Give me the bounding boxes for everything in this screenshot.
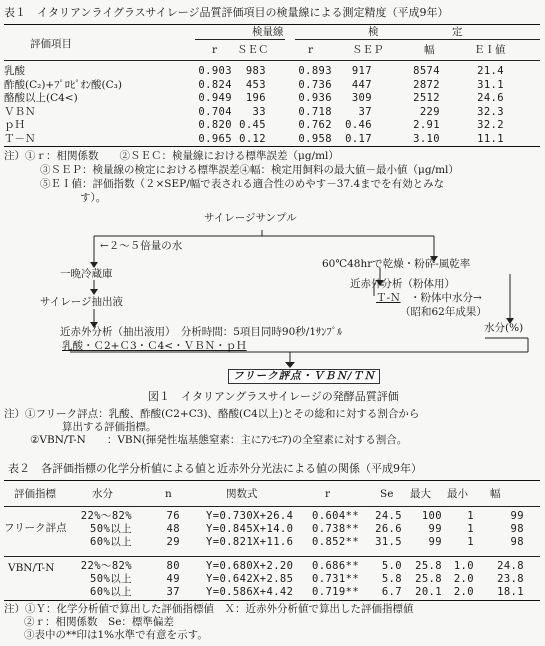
table2-note-2: ②ｒ：相関係数 Se：標準偏差 bbox=[24, 616, 174, 628]
table1-cell-width: 229 bbox=[419, 105, 440, 118]
table2-cell-fn: Y=0.680X+2.20 bbox=[206, 560, 294, 572]
table2-cell-r: 0.738** bbox=[312, 523, 360, 535]
table2-cell-n: 37 bbox=[166, 586, 180, 598]
table1-cell-item: 酢酸(C₂)+ﾌﾟﾛﾋﾟｵﾝ酸(C₃) bbox=[4, 78, 122, 91]
table2-cell-se: 5.8 bbox=[381, 573, 402, 585]
table1-header-sep: ＳＥＰ bbox=[352, 44, 384, 56]
table2-cell-max: 99 bbox=[428, 536, 442, 548]
table2-cell-max: 20.1 bbox=[415, 586, 442, 598]
table1-note-4: す）。 bbox=[80, 192, 107, 204]
table2-header-moisture: 水分 bbox=[92, 488, 113, 500]
figure1-moisture: 水分(%) bbox=[484, 322, 524, 334]
table1-header-width: 幅 bbox=[424, 44, 435, 56]
table2-header-index: 評価指標 bbox=[14, 488, 56, 500]
table1-cell-ei: 31.1 bbox=[477, 78, 504, 91]
table1-header-validation-left: 検 bbox=[368, 26, 379, 38]
table2-cell-width: 98 bbox=[510, 536, 524, 548]
table1-cell-r: 0.820 bbox=[198, 119, 232, 131]
table2-cell-min: 1 bbox=[467, 536, 474, 548]
table1-cell-width: 2872 bbox=[413, 78, 440, 91]
figure1-analytes: 乳酸・Ｃ2+Ｃ3・Ｃ4<・ＶＢＮ・ｐＨ bbox=[62, 340, 247, 352]
table2-cell-fn: Y=0.642X+2.85 bbox=[206, 573, 294, 585]
table1-cell-item: 酪酸以上(C4<) bbox=[4, 92, 78, 104]
table2-cell-se: 5.0 bbox=[381, 560, 402, 572]
table1-cell-sec: 0.45 bbox=[239, 119, 266, 131]
figure1-water: ←２～５倍量の水 bbox=[100, 240, 183, 252]
table1-note-3: ⑤ＥＩ値：評価指数（２×SEP/幅で表される適合性のめやす－37.4までを有効とみな bbox=[40, 178, 445, 190]
table2-group-1-index: フリーク評点 bbox=[4, 522, 67, 534]
table2-cell-width: 98 bbox=[510, 523, 524, 535]
table2-cell-fn: Y=0.821X+11.6 bbox=[206, 536, 294, 548]
table2-cell-fn: Y=0.586X+4.42 bbox=[206, 586, 294, 598]
table2-cell-n: 80 bbox=[166, 560, 180, 572]
table1-cell-sep: 309 bbox=[351, 92, 372, 104]
table2-cell-max: 25.8 bbox=[415, 573, 442, 585]
table1-cell-r: 0.949 bbox=[198, 92, 232, 104]
table2-cell-moisture: 60%以上 bbox=[90, 536, 132, 548]
table2-top-rule bbox=[4, 480, 540, 481]
table2-cell-fn: Y=0.730X+26.4 bbox=[206, 510, 294, 522]
table1-header-calibration: 検量線 bbox=[252, 26, 284, 38]
table2-cell-n: 49 bbox=[166, 573, 180, 585]
figure1-note-1: 注）①フリーク評点：乳酸、酢酸(C2+C3)、酪酸(C4以上)とその総和に対する割合から bbox=[4, 408, 420, 420]
table2-cell-r: 0.719** bbox=[312, 586, 360, 598]
table2-cell-n: 29 bbox=[166, 536, 180, 548]
table1-cell-r2: 0.718 bbox=[298, 105, 332, 118]
table2-cell-moisture: 22%～82% bbox=[80, 560, 132, 572]
table2-note-1: 注）①Ｙ：化学分析値で算出した評価指標値 Ｘ：近赤外分析値で算出した評価指標値 bbox=[4, 603, 414, 615]
figure1-nir-extract: 近赤外分析（抽出液用） 分析時間：5項目同時90秒/1ｻﾝﾌﾟﾙ bbox=[60, 326, 343, 338]
table2-caption: 表２ 各評価指標の化学分析値による値と近赤外分光法による値の関係（平成9年） bbox=[8, 462, 422, 475]
table1-cell-sep: 447 bbox=[351, 78, 372, 91]
table2-bottom-rule bbox=[4, 600, 540, 601]
figure1-drying: 60℃48hrで乾燥・粉砕-風乾率 bbox=[322, 258, 471, 270]
table2-header-width: 幅 bbox=[490, 488, 501, 500]
table2-cell-se: 6.7 bbox=[381, 586, 402, 598]
table2-cell-max: 99 bbox=[428, 523, 442, 535]
table1-header-r1: r bbox=[212, 44, 218, 56]
table2-cell-se: 31.5 bbox=[375, 536, 402, 548]
table1-header-sec: ＳＥＣ bbox=[237, 44, 269, 56]
table2-cell-r: 0.731** bbox=[312, 573, 360, 585]
table1-cell-sep: 917 bbox=[351, 65, 372, 77]
table2-cell-min: 1.0 bbox=[453, 560, 474, 572]
table2-cell-min: 2.0 bbox=[453, 573, 474, 585]
table2-cell-min: 1 bbox=[467, 523, 474, 535]
table1-cell-sep: 0.46 bbox=[345, 119, 372, 131]
figure1-powder-water: ・粉体中水分→ bbox=[410, 292, 482, 304]
table2-cell-r: 0.686** bbox=[312, 560, 360, 572]
table1-cell-sec: 0.12 bbox=[239, 132, 266, 145]
table2-cell-moisture: 60%以上 bbox=[90, 586, 132, 598]
table1-cell-r2: 0.893 bbox=[298, 65, 332, 77]
figure1-year: （昭和62年成果） bbox=[400, 306, 487, 318]
table1-cell-r: 0.903 bbox=[198, 65, 232, 77]
table1-cell-r: 0.824 bbox=[198, 78, 232, 91]
table1-cell-width: 8574 bbox=[413, 65, 440, 77]
table1-cell-sec: 453 bbox=[245, 78, 266, 91]
table1-cell-item: ｐＨ bbox=[4, 119, 25, 131]
table1-header-item: 評価項目 bbox=[30, 38, 72, 50]
figure1-note-3: ②VBN/T-N ：VBN(揮発性塩基態窒素：主にｱﾝﾓﾆｱ)の全窒素に対する割合。 bbox=[30, 434, 408, 446]
table2-cell-min: 2.0 bbox=[453, 586, 474, 598]
table1-cell-ei: 32.2 bbox=[477, 119, 504, 131]
table1-caption: 表１ イタリアンライグラスサイレージ品質評価項目の検量線による測定精度（平成9年） bbox=[4, 6, 449, 19]
table2-cell-moisture: 50%以上 bbox=[90, 523, 132, 535]
table2-cell-se: 24.5 bbox=[375, 510, 402, 522]
table2-header-rule bbox=[4, 506, 540, 507]
table2-header-fn: 関数式 bbox=[226, 488, 258, 500]
table2-cell-width: 24.8 bbox=[497, 560, 524, 572]
table1-cell-sec: 196 bbox=[245, 92, 266, 104]
table1-cell-sep: 0.17 bbox=[345, 132, 372, 145]
table2-cell-width: 18.1 bbox=[497, 586, 524, 598]
table2-cell-moisture: 50%以上 bbox=[90, 573, 132, 585]
figure1-freak-box: フリーク評点・ＶＢＮ/ＴＮ bbox=[228, 369, 380, 384]
table1-cell-r2: 0.736 bbox=[298, 78, 332, 91]
table1-header-validation-right: 定 bbox=[452, 26, 463, 38]
table2-cell-width: 23.8 bbox=[497, 573, 524, 585]
table1-cell-item: Ｔ－Ｎ bbox=[4, 132, 36, 145]
table2-header-max: 最大 bbox=[410, 488, 431, 500]
table2-cell-se: 26.6 bbox=[375, 523, 402, 535]
table1-cell-r2: 0.762 bbox=[298, 119, 332, 131]
table2-cell-r: 0.852** bbox=[312, 536, 360, 548]
table2-cell-n: 76 bbox=[166, 510, 180, 522]
table1-cell-ei: 11.1 bbox=[477, 132, 504, 145]
figure1-sample: サイレージサンプル bbox=[204, 212, 297, 224]
table1-cell-r: 0.704 bbox=[198, 105, 232, 118]
table2-cell-min: 1 bbox=[467, 510, 474, 522]
figure1-note-2: 算出する評価指標。 bbox=[62, 421, 157, 433]
table2-cell-r: 0.604** bbox=[312, 510, 360, 522]
table1-cell-ei: 21.4 bbox=[477, 65, 504, 77]
figure1-tn: Ｔ-Ｎ bbox=[376, 292, 401, 304]
table2-header-min: 最小 bbox=[447, 488, 468, 500]
table2-group-2-index: VBN/T-N bbox=[8, 562, 55, 574]
table1-cell-width: 2.91 bbox=[413, 119, 440, 131]
table2-group-rule bbox=[4, 556, 540, 557]
table2-cell-max: 25.8 bbox=[415, 560, 442, 572]
figure1-storage: 一晩冷蔵庫 bbox=[60, 268, 113, 280]
table1-cell-r2: 0.936 bbox=[298, 92, 332, 104]
table1-header-ei: ＥＩ値 bbox=[474, 44, 506, 56]
table2-cell-n: 48 bbox=[166, 523, 180, 535]
table2-note-3: ③表中の**印は1%水準で有意を示す。 bbox=[24, 629, 208, 641]
table2-header-se: Se bbox=[380, 488, 394, 500]
table1-cell-ei: 32.3 bbox=[477, 105, 504, 118]
table1-cell-ei: 24.6 bbox=[477, 92, 504, 104]
table2-cell-max: 100 bbox=[421, 510, 442, 522]
table1-cell-width: 3.10 bbox=[413, 132, 440, 145]
table1-cell-r: 0.965 bbox=[198, 132, 232, 145]
table2-cell-fn: Y=0.845X+14.0 bbox=[206, 523, 294, 535]
table2-cell-width: 99 bbox=[510, 510, 524, 522]
table2-cell-moisture: 22%～82% bbox=[80, 510, 132, 522]
figure1-nir-powder: 近赤外分析（粉体用） bbox=[350, 278, 455, 290]
table2-header-n: n bbox=[165, 488, 172, 500]
table1-note-1: 注）①ｒ：相関係数 ②ＳＥＣ：検量線における標準誤差（μg/ml） bbox=[4, 150, 339, 162]
table1-cell-width: 2512 bbox=[413, 92, 440, 104]
figure1-extract: サイレージ抽出液 bbox=[40, 296, 124, 308]
table1-cell-r2: 0.958 bbox=[298, 132, 332, 145]
table1-header-r2: r bbox=[308, 44, 314, 56]
table1-cell-sec: 983 bbox=[245, 65, 266, 77]
table2-header-r: r bbox=[325, 488, 331, 500]
table1-cell-sep: 37 bbox=[358, 105, 372, 118]
table1-cell-item: 乳酸 bbox=[4, 65, 25, 77]
figure1-caption: 図１ イタリアングラスサイレージの発酵品質評価 bbox=[148, 390, 399, 403]
table1-cell-sec: 33 bbox=[252, 105, 266, 118]
table1-note-2: ③ＳＥＰ：検量線の検定における標準誤差④幅：検定用飼料の最大値－最小値（μg/ml） bbox=[40, 164, 459, 176]
table1-cell-item: ＶＢＮ bbox=[4, 105, 36, 118]
